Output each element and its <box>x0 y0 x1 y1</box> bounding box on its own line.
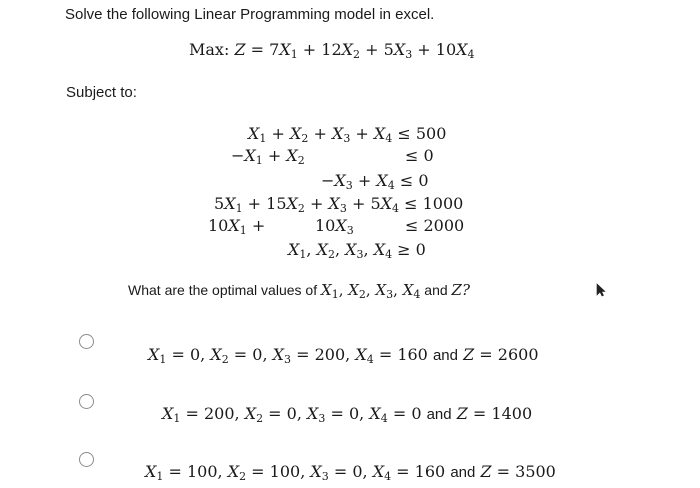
option-3-x2: 100 <box>269 462 301 481</box>
option-2-x1: 200 <box>203 404 235 423</box>
option-3-radio[interactable] <box>79 452 94 467</box>
option-1-x3: 200 <box>314 345 346 364</box>
mouse-cursor-icon <box>596 283 606 297</box>
prompt-and: and <box>424 282 448 298</box>
constraint-3-rhs: 0 <box>418 171 429 190</box>
option-3-x3: 0 <box>352 462 363 481</box>
option-3-z: 3500 <box>515 462 556 481</box>
constraint-6-rhs: 0 <box>415 240 426 259</box>
option-1-z: 2600 <box>497 345 539 364</box>
option-2-z: 1400 <box>491 404 533 423</box>
constraint-4-coef-1: 5 <box>214 194 225 213</box>
option-3-x1: 100 <box>186 462 218 481</box>
prompt-prefix: What are the optimal values of <box>128 282 318 298</box>
constraint-1-rhs: 500 <box>415 124 447 143</box>
prompt-z: Z? <box>451 281 470 299</box>
constraint-4-rhs: 1000 <box>422 194 464 213</box>
subject-to-label: Subject to: <box>66 84 137 101</box>
constraint-2-rhs: ≤ 0 <box>405 146 434 165</box>
constraint-4-coef-2: 15 <box>266 194 287 213</box>
constraint-4-coef-4: 5 <box>370 194 381 213</box>
constraint-2-lhs: $-X_1 + X_2$ <box>231 146 305 167</box>
constraint-5-rhs-value: 2000 <box>423 216 465 235</box>
option-2-text[interactable]: $X_1 = 200$, $X_2 = 0$, $X_3 = 0$, $X_4 = 0$ and Z = 1400 <box>162 404 533 425</box>
option-1-and: and <box>432 347 458 364</box>
constraint-4: $5X_1 + 15X_2 + X_3 + 5X_4 \le 1000$ <box>214 194 464 215</box>
constraint-nonnegativity: $X_1$, $X_2$, $X_3$, $X_4 \ge 0$ <box>288 240 426 261</box>
question-prompt: What are the optimal values of $X_1$, $X_2$, $X_3$, $X_4$ and Z? <box>128 281 470 301</box>
option-3-text[interactable]: $X_1 = 100$, $X_2 = 100$, $X_3 = 0$, $X_4 = 160$ and Z = 3500 <box>145 462 556 483</box>
option-2-and: and <box>426 406 452 423</box>
objective-function: Max: $Z = 7X_1 + 12X_2 + 5X_3 + 10X_4$ <box>189 40 475 61</box>
constraint-5-x1: $10X_1$ + <box>208 216 266 237</box>
option-2-radio[interactable] <box>79 394 94 409</box>
constraint-1: $X_1 + X_2 + X_3 + X_4 \le 500$ <box>248 124 447 145</box>
constraint-3: $-X_3 + X_4 \le 0$ <box>321 171 429 192</box>
objective-coef-4: 10 <box>435 40 457 59</box>
objective-z: Z <box>234 40 246 59</box>
option-2-x2: 0 <box>286 404 297 423</box>
instruction-text: Solve the following Linear Programming model in excel. <box>65 6 435 23</box>
option-1-text[interactable]: $X_1 = 0$, $X_2 = 0$, $X_3 = 200$, $X_4 = 160$ and Z = 2600 <box>148 345 539 366</box>
objective-coef-2: 12 <box>321 40 342 59</box>
option-2-x4: 0 <box>411 404 422 423</box>
option-1-radio[interactable] <box>79 334 94 349</box>
option-1-x1: 0 <box>189 345 201 364</box>
constraint-5-coef-3: 10 <box>315 216 336 235</box>
option-1-x2: 0 <box>252 345 263 364</box>
objective-prefix: Max: <box>189 40 230 59</box>
objective-coef-3: 5 <box>383 40 394 59</box>
option-3-x4: 160 <box>414 462 446 481</box>
constraint-5-x3: $10X_3$ <box>315 216 354 237</box>
constraint-5-coef-1: 10 <box>208 216 229 235</box>
option-1-x4: 160 <box>397 345 428 364</box>
option-2-x3: 0 <box>348 404 360 423</box>
constraint-2-rhs-value: 0 <box>423 146 434 165</box>
option-3-and: and <box>450 464 476 481</box>
objective-coef-1: 7 <box>269 40 280 59</box>
constraint-5-rhs: ≤ 2000 <box>405 216 465 235</box>
